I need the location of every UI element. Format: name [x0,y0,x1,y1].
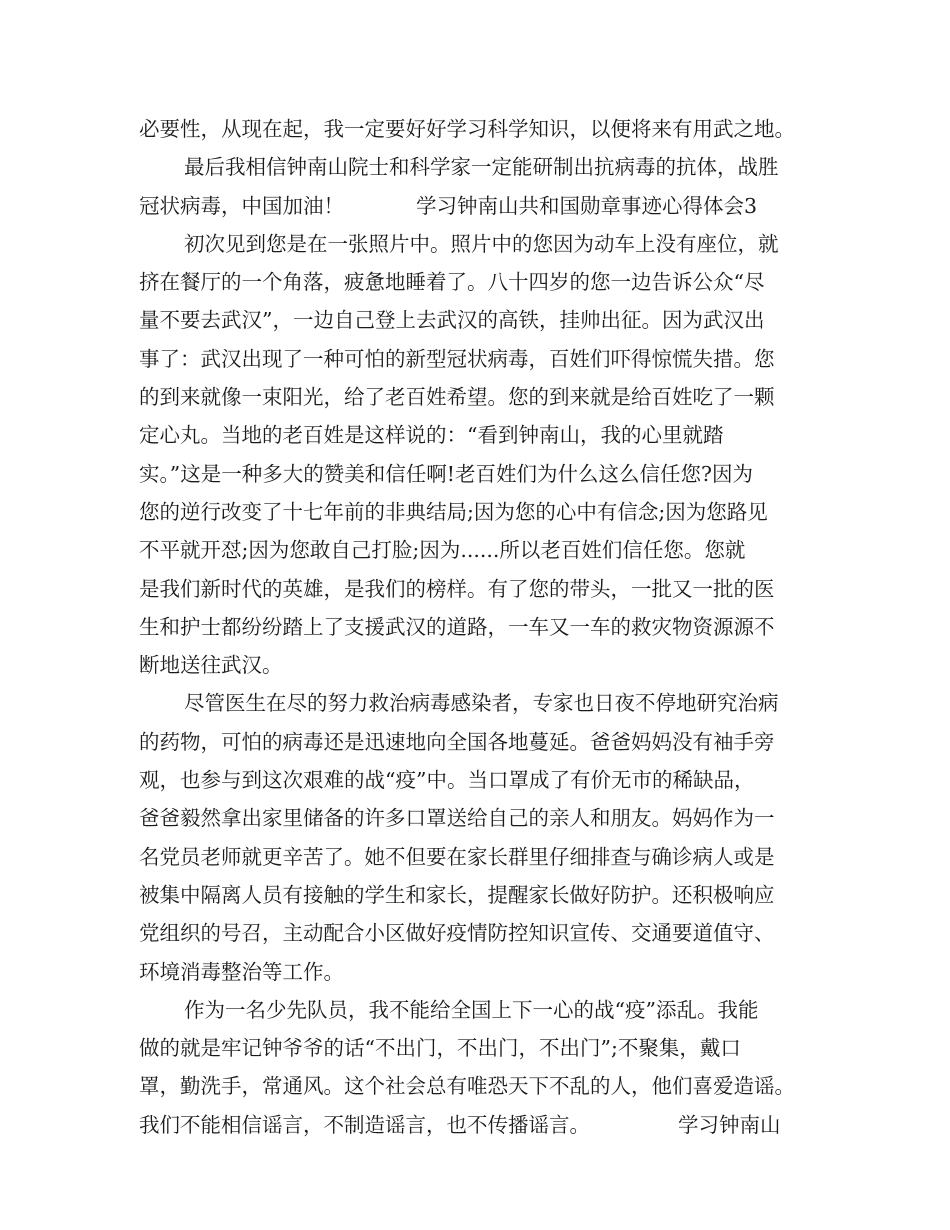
text-line: 您的逆行改变了十七年前的非典结局;因为您的心中有信念;因为您路见 [139,499,768,524]
text-line: 作为一名少先队员，我不能给全国上下一心的战“疫”添乱。我能 [184,997,759,1022]
text-line: 不平就开怼;因为您敢自己打脸;因为......所以老百姓们信任您。您就 [139,538,746,563]
text-line: 名党员老师就更辛苦了。她不但要在家长群里仔细排查与确诊病人或是 [139,844,775,869]
text-line-segment: 我们不能相信谣言，不制造谣言，也不传播谣言。 [139,1112,590,1137]
text-line: 生和护士都纷纷踏上了支援武汉的道路，一车又一车的救灾物资源源不 [139,614,775,639]
text-line: 观，也参与到这次艰难的战“疫”中。当口罩成了有价无市的稀缺品， [139,768,755,793]
text-line: 量不要去武汉”，一边自己登上去武汉的高铁，挂帅出征。因为武汉出 [139,308,765,333]
text-line: 挤在餐厅的一个角落，疲惫地睡着了。八十四岁的您一边告诉公众“尽 [139,270,765,295]
text-line: 最后我相信钟南山院士和科学家一定能研制出抗病毒的抗体，战胜 [184,155,779,180]
text-line: 的到来就像一束阳光，给了老百姓希望。您的到来就是给百姓吃了一颗 [139,385,775,410]
text-line-segment: 冠状病毒，中国加油！ [139,193,344,218]
text-line: 事了：武汉出现了一种可怕的新型冠状病毒，百姓们吓得惊慌失措。您 [139,346,775,371]
text-line: 的药物，可怕的病毒还是迅速地向全国各地蔓延。爸爸妈妈没有袖手旁 [139,729,775,754]
text-line: 定心丸。当地的老百姓是这样说的：“看到钟南山，我的心里就踏 [139,423,724,448]
text-line [139,1106,829,1144]
text-line: 是我们新时代的英雄，是我们的榜样。有了您的带头，一批又一批的医 [139,576,775,601]
text-line: 必要性，从现在起，我一定要好好学习科学知识，以便将来有用武之地。 [139,117,795,141]
section-heading: 学习钟南山 [678,1112,781,1137]
text-line: 被集中隔离人员有接触的学生和家长，提醒家长做好防护。还积极响应 [139,882,775,907]
text-line: 断地送往武汉。 [139,653,283,678]
text-line: 尽管医生在尽的努力救治病毒感染者，专家也日夜不停地研究治病 [184,691,779,716]
text-line: 做的就是牢记钟爷爷的话“不出门，不出门，不出门”;不聚集，戴口 [139,1036,741,1061]
text-line: 爸爸毅然拿出家里储备的许多口罩送给自己的亲人和朋友。妈妈作为一 [139,806,775,831]
text-line: 初次见到您是在一张照片中。照片中的您因为动车上没有座位，就 [184,231,779,256]
body-text [139,110,829,1144]
text-line: 罩，勤洗手，常通风。这个社会总有唯恐天下不乱的人，他们喜爱造谣。 [139,1074,795,1099]
section-heading: 学习钟南山共和国勋章事迹心得体会3 [416,193,758,218]
text-line: 党组织的号召，主动配合小区做好疫情防控知识宣传、交通要道值守、 [139,921,775,946]
text-line [139,187,829,225]
text-line: 实。”这是一种多大的赞美和信任啊!老百姓们为什么这么信任您?因为 [139,461,753,486]
text-line: 环境消毒整治等工作。 [139,959,344,984]
